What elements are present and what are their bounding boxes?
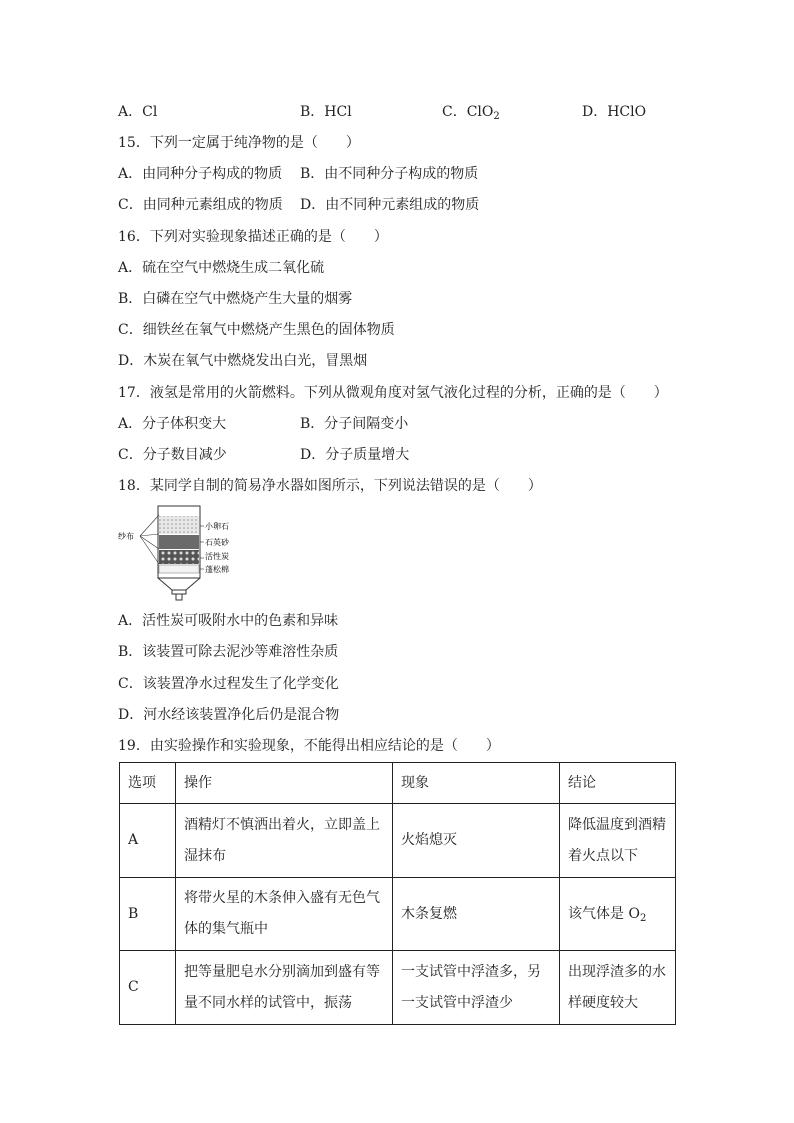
row-conclusion: 降低温度到酒精 着火点以下 [560,804,676,878]
row-option: A [120,804,176,878]
figure-label-layer-2: 石英砂 [205,538,229,547]
q15-option-c: C．由同种元素组成的物质 [118,197,283,213]
row-option: C [120,951,176,1025]
row-conclusion: 出现浮渣多的水 样硬度较大 [560,951,676,1025]
q17-option-a: A．分子体积变大 [118,416,227,432]
q16-option-c: C．细铁丝在氧气中燃烧产生黑色的固体物质 [118,322,395,338]
water-purifier-figure [118,502,238,602]
q16-option-b: B．白磷在空气中燃烧产生大量的烟雾 [118,291,353,307]
q16-stem: 16．下列对实验现象描述正确的是（ ） [118,229,388,245]
q18-option-d: D．河水经该装置净化后仍是混合物 [118,707,340,723]
table-row [120,804,676,878]
row-operation: 将带火星的木条伸入盛有无色气 体的集气瓶中 [176,878,393,951]
q17-option-b: B．分子间隔变小 [300,416,409,432]
q18-option-c: C．该装置净水过程发生了化学变化 [118,676,339,692]
q14-option-a: A．Cl [118,104,158,120]
q16-option-a: A．硫在空气中燃烧生成二氧化硫 [118,260,325,276]
figure-label-layer-1: 小卵石 [205,522,229,531]
row-conclusion: 该气体是 $O_2$ [560,878,676,951]
row-operation: 酒精灯不慎洒出着火，立即盖上 湿抹布 [176,804,393,878]
header-option: 选项 [120,763,176,804]
figure-label-layer-4: 蓬松棉 [205,565,229,574]
table-header-row [120,763,676,804]
table-row [120,878,676,951]
row-phenomenon: 木条复燃 [393,878,560,951]
q17-option-c: C．分子数目减少 [118,447,227,463]
figure-label-gauze: 纱布 [118,532,134,541]
row-operation: 把等量肥皂水分别滴加到盛有等 量不同水样的试管中，振荡 [176,951,393,1025]
q19-table [119,762,676,1025]
q14-option-b: B．HCl [300,104,352,120]
q18-option-b: B．该装置可除去泥沙等难溶性杂质 [118,644,339,660]
q15-stem: 15．下列一定属于纯净物的是（ ） [118,135,360,151]
q19-stem: 19．由实验操作和实验现象，不能得出相应结论的是（ ） [118,738,500,754]
header-conclusion: 结论 [560,763,676,804]
row-phenomenon: 火焰熄灭 [393,804,560,878]
q14-option-d: D．HClO [582,104,647,120]
q15-option-a: A．由同种分子构成的物质 [118,166,283,182]
q15-option-d: D．由不同种元素组成的物质 [300,197,480,213]
figure-label-layer-3: 活性炭 [205,552,229,561]
q15-option-b: B．由不同种分子构成的物质 [300,166,479,182]
header-operation: 操作 [176,763,393,804]
q18-option-a: A．活性炭可吸附水中的色素和异味 [118,613,339,629]
row-phenomenon: 一支试管中浮渣多，另 一支试管中浮渣少 [393,951,560,1025]
q16-option-d: D．木炭在氧气中燃烧发出白光，冒黑烟 [118,353,368,369]
row-option: B [120,878,176,951]
table-row [120,951,676,1025]
header-phenomenon: 现象 [393,763,560,804]
q17-option-d: D．分子质量增大 [300,447,410,463]
q17-stem: 17．液氢是常用的火箭燃料。下列从微观角度对氢气液化过程的分析，正确的是（ ） [118,385,668,401]
q18-stem: 18．某同学自制的简易净水器如图所示，下列说法错误的是（ ） [118,478,542,494]
q14-option-c: C．ClO$_2$ [442,104,500,122]
